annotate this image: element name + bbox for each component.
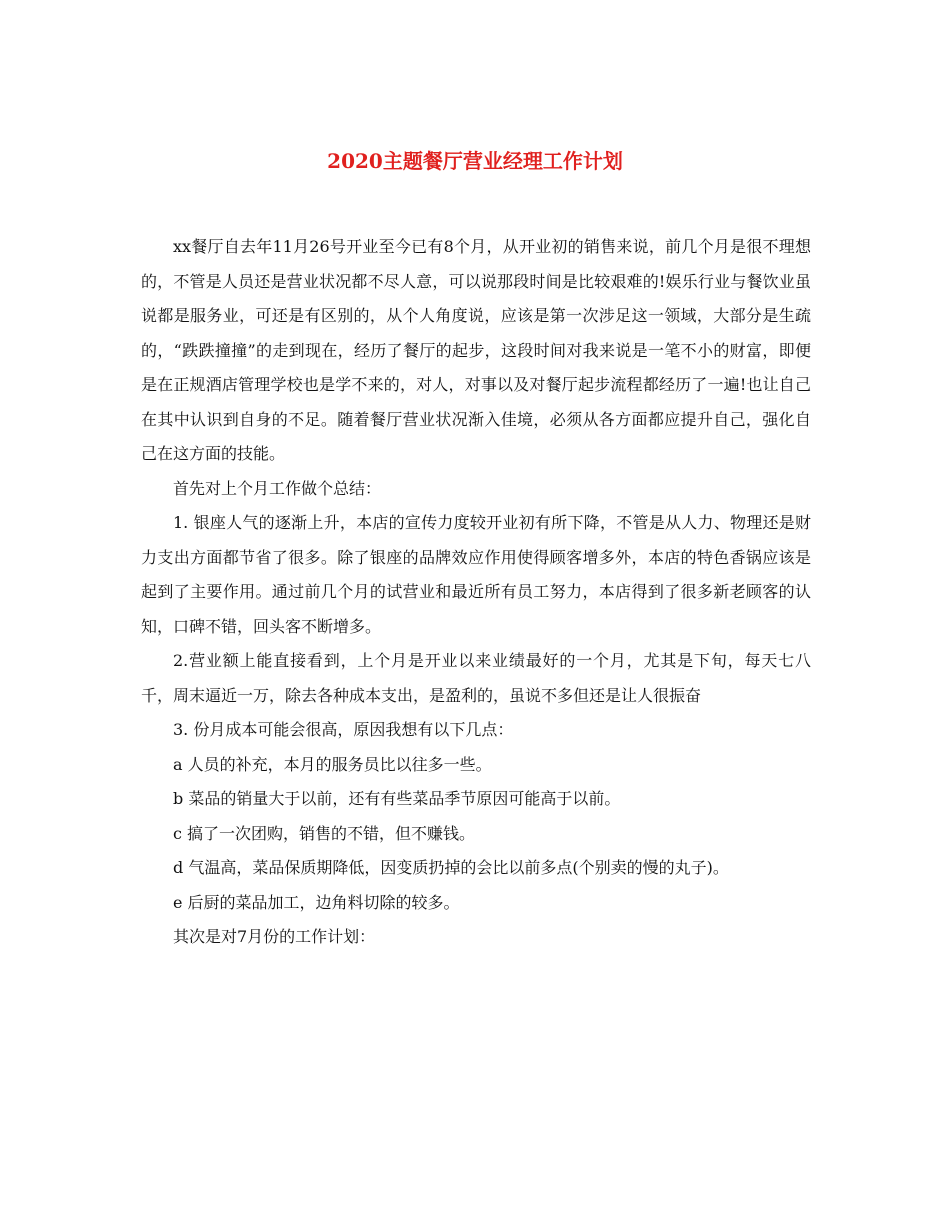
paragraph-reason-a: a 人员的补充，本月的服务员比以往多一些。 [173, 754, 492, 774]
paragraph-reason-c: c 搞了一次团购，销售的不错，但不赚钱。 [173, 823, 476, 843]
paragraph-reason-d: d 气温高，菜品保质期降低，因变质扔掉的会比以前多点(个别卖的慢的丸子)。 [173, 858, 729, 877]
paragraph-reason-e: e 后厨的菜品加工，边角料切除的较多。 [173, 892, 460, 912]
paragraph-point-3: 3. 份月成本可能会很高，原因我想有以下几点： [173, 720, 514, 739]
paragraph-intro: xx餐厅自去年11月26号开业至今已有8个月，从开业初的销售来说，前几个月是很不理想的，不管是人员还是营业状况都不尽人意，可以说那段时间是比较艰难的!娱乐行业与餐饮业虽说都是服务业，可还是有区别的，从个人角度说，应该是第一次涉足这一领域，大部分是生疏的，“跌跌撞撞”的走到现在，经历了餐厅的起步，这段时间对我来说是一笔不小的财富，即便是在正规酒店管理学校也是学不来的，对人，对事以及对餐厅起步流程都经历了一遍!也让自己在其中认识到自身的不足。随着餐厅营业状况渐入佳境，必须从各方面都应提升自己，强化自己在这方面的技能。 [141, 237, 811, 463]
paragraph-point-1: 1. 银座人气的逐渐上升，本店的宣传力度较开业初有所下降，不管是从人力、物理还是财力支出方面都节省了很多。除了银座的品牌效应作用使得顾客增多外，本店的特色香锅应该是起到了主要作用。通过前几个月的试营业和最近所有员工努力，本店得到了很多新老顾客的认知，口碑不错，回头客不断增多。 [141, 513, 811, 636]
document-body [141, 230, 811, 955]
paragraph-plan-heading: 其次是对7月份的工作计划： [173, 927, 376, 946]
paragraph-point-2: 2.营业额上能直接看到，上个月是开业以来业绩最好的一个月，尤其是下旬，每天七八千，周末逼近一万，除去各种成本支出，是盈利的，虽说不多但还是让人很振奋 [141, 651, 811, 705]
document-title: 2020主题餐厅营业经理工作计划 [327, 149, 623, 173]
paragraph-summary-heading: 首先对上个月工作做个总结： [173, 478, 382, 498]
paragraph-reason-b: b 菜品的销量大于以前，还有有些菜品季节原因可能高于以前。 [173, 789, 621, 808]
